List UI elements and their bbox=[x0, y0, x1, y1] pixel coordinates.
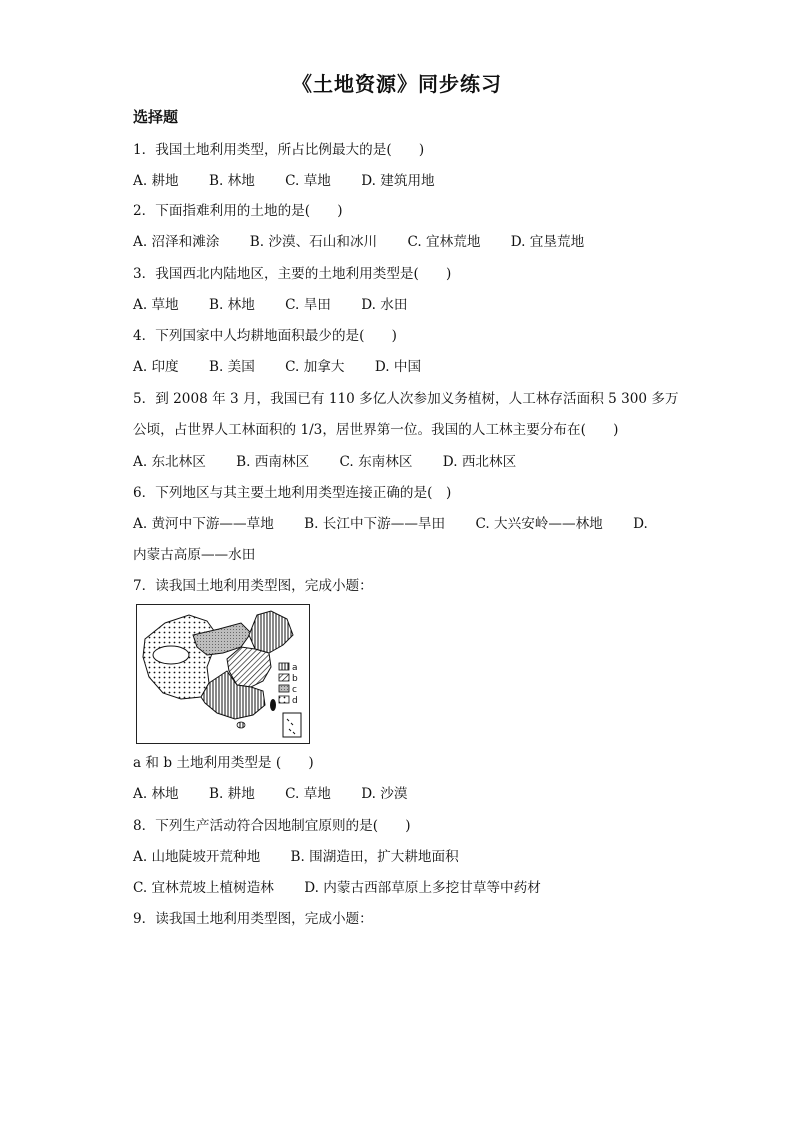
question-8-stem: 8．下列生产活动符合因地制宜原则的是( ) bbox=[133, 818, 411, 834]
question-5-options bbox=[133, 452, 542, 472]
question-7-stem: 7．读我国土地利用类型图，完成小题： bbox=[133, 578, 373, 594]
option-b[interactable]: B. 林地 bbox=[208, 173, 255, 189]
option-a[interactable]: A. 沼泽和滩涂 bbox=[133, 234, 220, 250]
legend-label-a: a bbox=[292, 663, 298, 673]
question-2-stem: 2．下面指难利用的土地的是( ) bbox=[133, 203, 343, 219]
map-region-taiwan bbox=[270, 699, 276, 711]
map-legend bbox=[279, 663, 301, 737]
option-d[interactable]: D. 建筑用地 bbox=[361, 173, 435, 189]
option-d[interactable]: D. 宜垦荒地 bbox=[510, 234, 585, 250]
south-sea-inset bbox=[283, 713, 301, 737]
question-3-options bbox=[133, 295, 433, 315]
question-7-options bbox=[133, 784, 433, 804]
legend-swatch-c bbox=[279, 685, 289, 692]
option-b[interactable]: B. 美国 bbox=[208, 359, 255, 375]
option-a[interactable]: A. 东北林区 bbox=[133, 454, 206, 470]
option-c[interactable]: C. 草地 bbox=[285, 173, 331, 189]
option-d[interactable]: D. 沙漠 bbox=[361, 786, 408, 802]
option-a[interactable]: A. 黄河中下游——草地 bbox=[133, 516, 274, 532]
option-b[interactable]: B. 围湖造田，扩大耕地面积 bbox=[290, 849, 459, 865]
option-c[interactable]: C. 草地 bbox=[285, 786, 331, 802]
question-8-options-line-2 bbox=[133, 878, 567, 898]
option-a[interactable]: A. 山地陡坡开荒种地 bbox=[133, 849, 261, 865]
question-6-options-line-1 bbox=[133, 514, 674, 534]
option-d[interactable]: D. bbox=[633, 516, 648, 532]
option-c[interactable]: C. 加拿大 bbox=[285, 359, 345, 375]
option-a[interactable]: A. 林地 bbox=[133, 786, 179, 802]
question-8-options-line-1 bbox=[133, 847, 485, 867]
question-9-stem: 9．读我国土地利用类型图，完成小题： bbox=[133, 911, 373, 927]
land-use-map bbox=[136, 604, 310, 744]
option-b[interactable]: B. 长江中下游——旱田 bbox=[304, 516, 446, 532]
map-region-northeast bbox=[249, 611, 293, 653]
legend-swatch-a bbox=[279, 663, 289, 670]
option-c[interactable]: C. 东南林区 bbox=[339, 454, 413, 470]
question-5-stem-line-1: 5．到 2008 年 3 月，我国已有 110 多亿人次参加义务植树，人工林存活面积 5 300 多万 bbox=[133, 391, 679, 407]
option-d[interactable]: D. 西北林区 bbox=[442, 454, 517, 470]
option-b[interactable]: B. 沙漠、石山和冰川 bbox=[249, 234, 378, 250]
option-d[interactable]: D. 内蒙古西部草原上多挖甘草等中药材 bbox=[304, 880, 541, 896]
question-6-stem: 6．下列地区与其主要土地利用类型连接正确的是( ) bbox=[133, 485, 452, 501]
question-3-stem: 3．我国西北内陆地区，主要的土地利用类型是( ) bbox=[133, 266, 452, 282]
option-c[interactable]: C. 大兴安岭——林地 bbox=[475, 516, 603, 532]
option-b[interactable]: B. 西南林区 bbox=[236, 454, 310, 470]
question-2-options bbox=[133, 232, 610, 252]
option-a[interactable]: A. 耕地 bbox=[133, 173, 179, 189]
map-region-basin bbox=[153, 646, 189, 664]
option-b[interactable]: B. 林地 bbox=[208, 297, 255, 313]
section-heading: 选择题 bbox=[133, 108, 179, 126]
option-c[interactable]: C. 宜林荒坡上植树造林 bbox=[133, 880, 274, 896]
legend-swatch-b bbox=[279, 674, 289, 681]
question-7-sub-stem: a 和 b 土地利用类型是 ( ) bbox=[133, 755, 314, 771]
question-4-options bbox=[133, 357, 447, 377]
option-d[interactable]: D. 水田 bbox=[361, 297, 408, 313]
question-4-stem: 4．下列国家中人均耕地面积最少的是( ) bbox=[133, 328, 397, 344]
legend-label-b: b bbox=[292, 674, 298, 684]
legend-label-d: d bbox=[292, 696, 298, 706]
question-6-options-line-2: 内蒙古高原——水田 bbox=[133, 547, 256, 563]
option-d[interactable]: D. 中国 bbox=[374, 359, 422, 375]
option-a[interactable]: A. 印度 bbox=[133, 359, 179, 375]
question-5-stem-line-2: 公顷，占世界人工林面积的 1/3，居世界第一位。我国的人工林主要分布在( ) bbox=[133, 422, 619, 438]
option-b[interactable]: B. 耕地 bbox=[208, 786, 255, 802]
option-a[interactable]: A. 草地 bbox=[133, 297, 179, 313]
map-region-hainan bbox=[237, 722, 245, 728]
option-c[interactable]: C. 旱田 bbox=[285, 297, 331, 313]
legend-label-c: c bbox=[292, 685, 297, 695]
legend-swatch-d bbox=[279, 696, 289, 703]
page-title: 《土地资源》同步练习 bbox=[292, 72, 502, 96]
option-c[interactable]: C. 宜林荒地 bbox=[407, 234, 481, 250]
land-use-map-svg bbox=[137, 605, 309, 743]
question-1-stem: 1．我国土地利用类型，所占比例最大的是( ) bbox=[133, 142, 425, 158]
question-1-options bbox=[133, 171, 461, 191]
